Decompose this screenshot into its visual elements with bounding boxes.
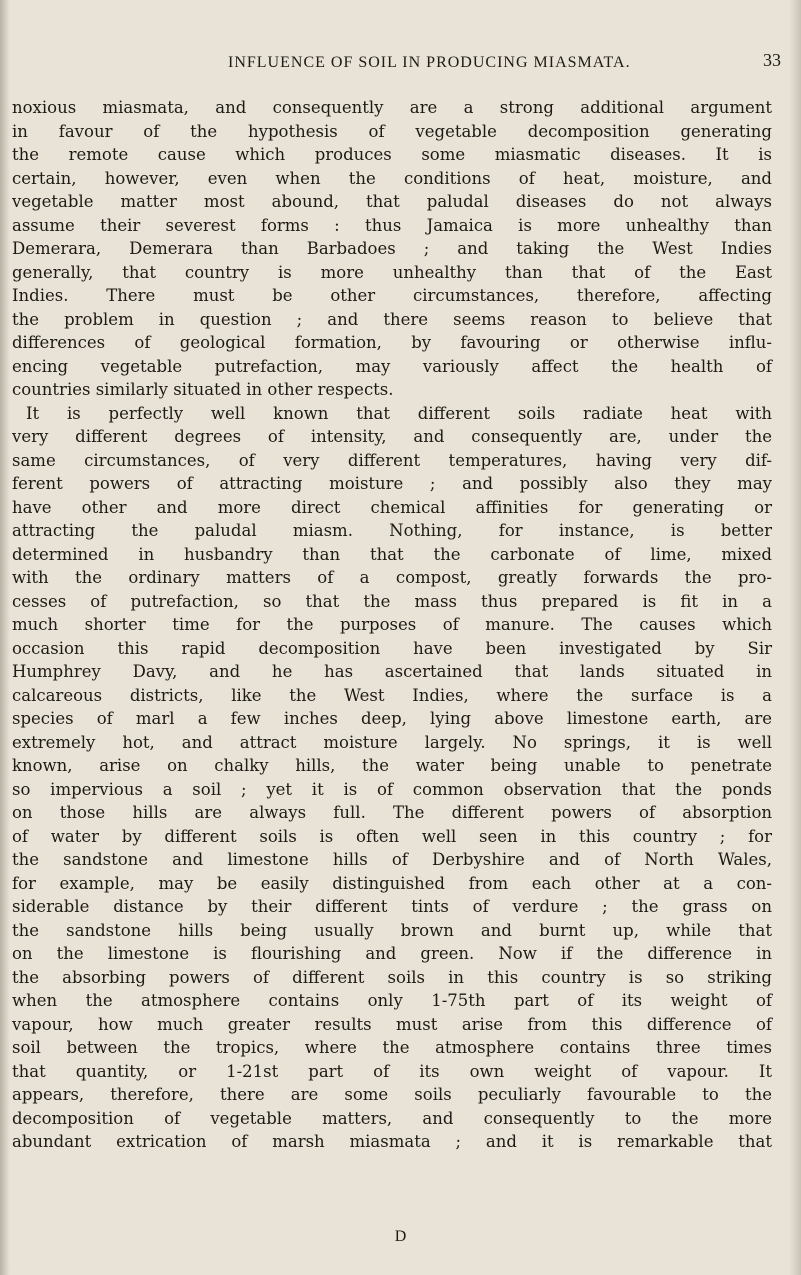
text-line: in favour of the hypothesis of vegetable decomposition generating (12, 121, 772, 141)
text-line: vegetable matter most abound, that paludal diseases do not always (12, 192, 772, 211)
text-line: the sandstone hills being usually brown and burnt up, while that (12, 920, 772, 940)
text-line: with the ordinary matters of a compost, greatly forwards the pro- (12, 568, 772, 587)
text-line: Demerara, Demerara than Barbadoes ; and taking the West Indies (12, 239, 772, 258)
page-edge-right (789, 0, 801, 1275)
text-line: assume their severest forms : thus Jamaica is more unhealthy than (12, 215, 772, 235)
text-line: certain, however, even when the conditions of heat, moisture, and (12, 168, 772, 188)
text-line: on those hills are always full. The different powers of absorption (12, 803, 772, 822)
text-line: vapour, how much greater results must arise from this difference of (12, 1014, 772, 1034)
text-line: determined in husbandry than that the carbonate of lime, mixed (12, 544, 772, 564)
text-line: species of marl a few inches deep, lying above limestone earth, are (12, 709, 772, 728)
text-line: the remote cause which produces some miasmatic diseases. It is (12, 145, 772, 164)
text-line: for example, may be easily distinguished from each other at a con- (12, 873, 772, 893)
text-line: soil between the tropics, where the atmosphere contains three times (12, 1038, 772, 1057)
text-line: so impervious a soil ; yet it is of common observation that the ponds (12, 779, 772, 799)
text-line: the absorbing powers of different soils in this country is so striking (12, 967, 772, 987)
signature-mark: D (394, 1228, 407, 1245)
text-line: generally, that country is more unhealthy than that of the East (12, 262, 772, 282)
text-line: of water by different soils is often well seen in this country ; for (12, 826, 772, 846)
text-line: same circumstances, of very different temperatures, having very dif- (12, 450, 772, 470)
text-line: differences of geological formation, by favouring or otherwise influ- (12, 333, 772, 352)
text-line: occasion this rapid decomposition have been investigated by Sir (12, 638, 772, 658)
text-line: on the limestone is flourishing and green. Now if the difference in (12, 944, 772, 963)
text-line: that quantity, or 1-21st part of its own weight of vapour. It (12, 1061, 772, 1081)
text-line: appears, therefore, there are some soils peculiarly favourable to the (12, 1085, 772, 1104)
page-header (0, 50, 801, 78)
page-edge-left (0, 0, 10, 1275)
text-line: when the atmosphere contains only 1-75th part of its weight of (12, 991, 772, 1010)
text-line: countries similarly situated in other respects. (12, 380, 394, 399)
text-line: the problem in question ; and there seems reason to believe that (12, 309, 772, 329)
running-head: INFLUENCE OF SOIL IN PRODUCING MIASMATA. (228, 54, 631, 71)
text-line: abundant extrication of marsh miasmata ; and it is remarkable that (12, 1132, 772, 1151)
text-line: ferent powers of attracting moisture ; and possibly also they may (12, 474, 772, 493)
text-line: known, arise on chalky hills, the water being unable to penetrate (12, 756, 772, 775)
text-line: have other and more direct chemical affinities for generating or (12, 497, 772, 517)
text-line: Humphrey Davy, and he has ascertained that lands situated in (12, 662, 772, 681)
text-line: siderable distance by their different tints of verdure ; the grass on (12, 897, 772, 916)
text-line: It is perfectly well known that different soils radiate heat with (26, 403, 772, 423)
text-line: calcareous districts, like the West Indies, where the surface is a (12, 685, 772, 705)
text-line: decomposition of vegetable matters, and consequently to the more (12, 1108, 772, 1128)
text-line: encing vegetable putrefaction, may variously affect the health of (12, 356, 772, 376)
text-line: the sandstone and limestone hills of Derbyshire and of North Wales, (12, 850, 772, 869)
page-number: 33 (763, 50, 781, 70)
text-line: much shorter time for the purposes of manure. The causes which (12, 615, 772, 634)
text-line: very different degrees of intensity, and consequently are, under the (12, 427, 772, 446)
text-line: cesses of putrefaction, so that the mass thus prepared is fit in a (12, 591, 772, 611)
text-line: Indies. There must be other circumstances, therefore, affecting (12, 286, 772, 305)
text-line: attracting the paludal miasm. Nothing, for instance, is better (12, 521, 772, 540)
text-line: extremely hot, and attract moisture largely. No springs, it is well (12, 732, 772, 752)
body-text (12, 96, 772, 1154)
text-line: noxious miasmata, and consequently are a strong additional argument (12, 98, 772, 117)
